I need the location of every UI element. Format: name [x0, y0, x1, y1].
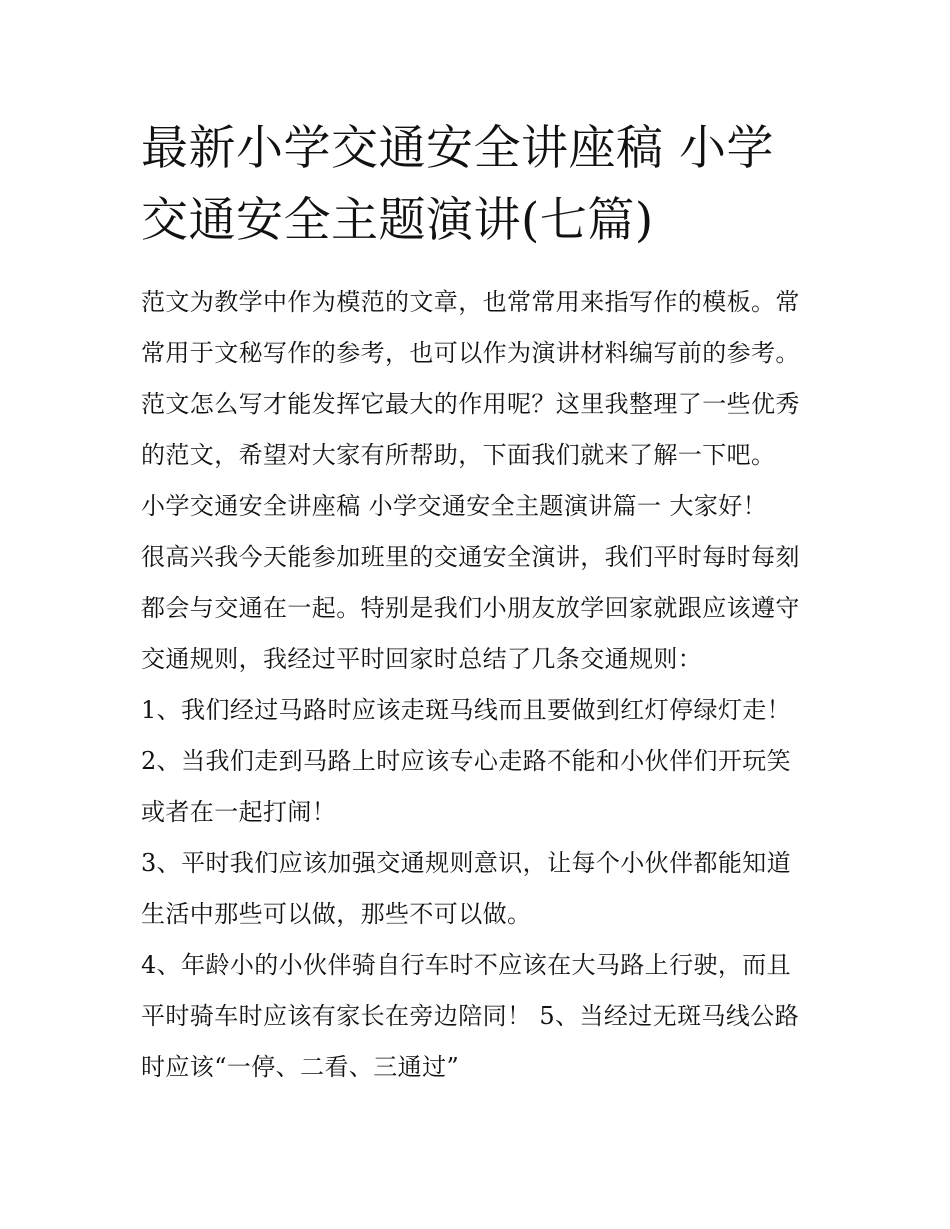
rule-item-line: 平时骑车时应该有家长在旁边陪同！ 5、当经过无斑马线公路 — [141, 1002, 800, 1030]
body-line: 很高兴我今天能参加班里的交通安全演讲，我们平时每时每刻 — [141, 543, 800, 571]
body-line: 范文为教学中作为模范的文章，也常常用来指写作的模板。常 — [141, 288, 800, 316]
body-line: 范文怎么写才能发挥它最大的作用呢？这里我整理了一些优秀 — [141, 390, 800, 418]
section-heading-line: 小学交通安全讲座稿 小学交通安全主题演讲篇一 大家好！ — [141, 492, 768, 520]
rule-item-line: 1、我们经过马路时应该走斑马线而且要做到红灯停绿灯走！ — [141, 696, 792, 724]
title-line-1: 最新小学交通安全讲座稿 小学 — [141, 121, 774, 176]
body-line: 常用于文秘写作的参考，也可以作为演讲材料编写前的参考。 — [141, 339, 800, 367]
rule-item-line: 2、当我们走到马路上时应该专心走路不能和小伙伴们开玩笑 — [141, 747, 792, 775]
body-line: 都会与交通在一起。特别是我们小朋友放学回家就跟应该遵守 — [141, 594, 800, 622]
document-title — [141, 113, 841, 257]
rule-item-line: 生活中那些可以做，那些不可以做。 — [141, 900, 532, 928]
rule-item-line: 4、年龄小的小伙伴骑自行车时不应该在大马路上行驶，而且 — [141, 951, 792, 979]
body-line: 交通规则，我经过平时回家时总结了几条交通规则： — [141, 645, 703, 673]
body-line: 的范文，希望对大家有所帮助，下面我们就来了解一下吧。 — [141, 441, 776, 469]
rule-item-line: 或者在一起打闹！ — [141, 798, 337, 826]
document-body — [141, 277, 821, 1093]
title-line-2: 交通安全主题演讲(七篇) — [141, 193, 654, 248]
rule-item-line: 时应该“一停、二看、三通过” — [141, 1053, 460, 1081]
rule-item-line: 3、平时我们应该加强交通规则意识，让每个小伙伴都能知道 — [141, 849, 792, 877]
